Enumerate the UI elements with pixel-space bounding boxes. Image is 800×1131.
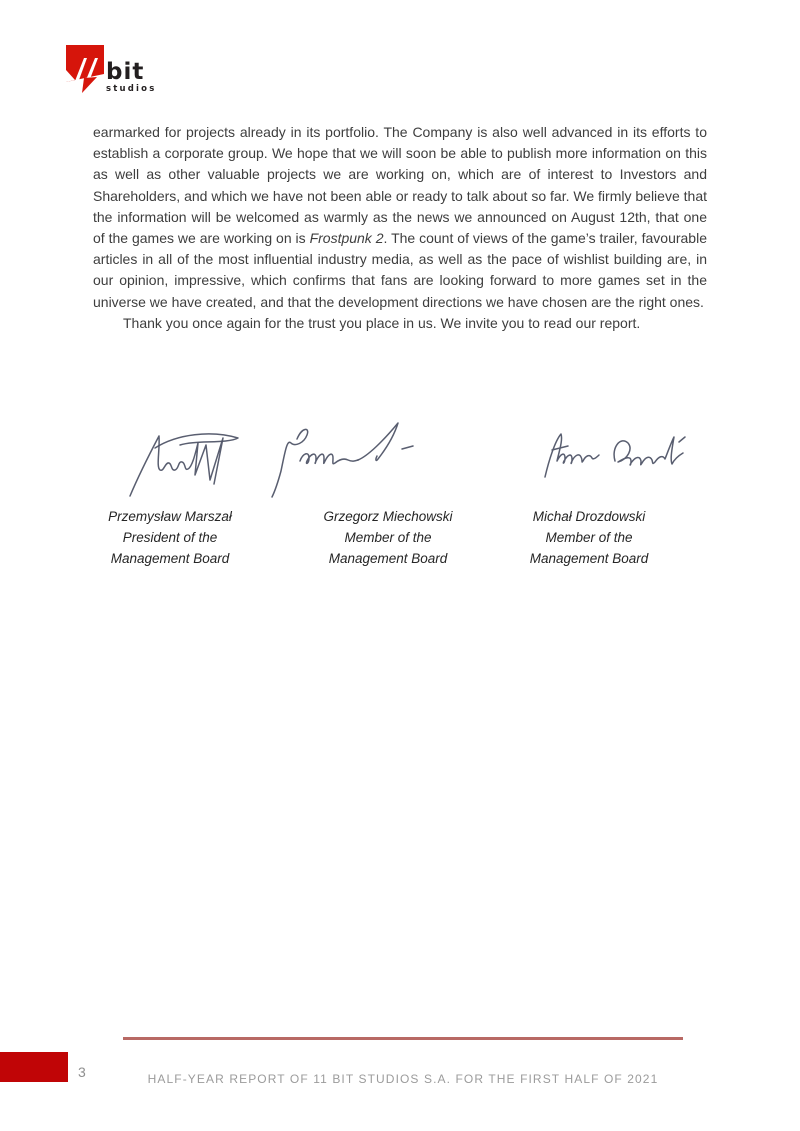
paragraph-1-text: earmarked for projects already in its portfolio. The Company is also well advanced in its efforts to establish a corporate group. We hope that we will soon be able to publish more information on this as well as other valuable projects we are working on, which are of interest to Investors and Shareholders, and which we have not been able or ready to talk about so far. We firmly believe that the information will be welcomed as warmly as the news we announced on August 12th, that one of the games we are working on is [93, 124, 707, 247]
game-title-italic: Frostpunk 2 [309, 230, 384, 247]
signatory-name: Grzegorz Miechowski [323, 509, 453, 524]
page-number: 3 [78, 1064, 86, 1080]
footer-divider-line [123, 1037, 683, 1040]
signatory-title-line1: Member of the [545, 530, 633, 545]
signatory-title-line2: Management Board [110, 551, 230, 566]
logo-text-bit: bit [106, 59, 145, 85]
footer-accent-bar [0, 1052, 68, 1082]
signature-image-miechowski [266, 414, 416, 505]
signatory-block-drozdowski [501, 506, 677, 569]
signatory-block-miechowski [300, 506, 476, 569]
company-logo [66, 45, 196, 97]
signatory-title-line1: President of the [122, 530, 218, 545]
signatory-title-line2: Management Board [328, 551, 448, 566]
signatory-title-line2: Management Board [529, 551, 649, 566]
signatory-name: Michał Drozdowski [532, 509, 646, 524]
signatory-title-line1: Member of the [344, 530, 432, 545]
body-paragraph-2: Thank you once again for the trust you place in us. We invite you to read our report. [123, 314, 641, 331]
signatory-block-marszal [85, 506, 255, 569]
signature-image-drozdowski [538, 430, 688, 485]
footer-report-title: HALF-YEAR REPORT OF 11 BIT STUDIOS S.A. FOR THE FIRST HALF OF 2021 [147, 1072, 659, 1086]
signature-image-marszal [125, 417, 245, 504]
body-paragraph-1 [93, 122, 707, 313]
paragraph-1-text-continued: . The count of views of the game’s trailer, favourable articles in all of the most influential industry media, as well as the pace of wishlist building are, in our opinion, impressive, which confirms that fans are looking forward to more games set in the universe we have created, and that the development directions we have chosen are the right ones. [93, 230, 707, 310]
logo-text-studios: studios [106, 84, 157, 94]
signatory-name: Przemysław Marszał [108, 509, 232, 524]
letter-body [93, 122, 707, 334]
logo-wordmark [106, 59, 157, 94]
eleven-bit-logo-icon [66, 45, 104, 95]
